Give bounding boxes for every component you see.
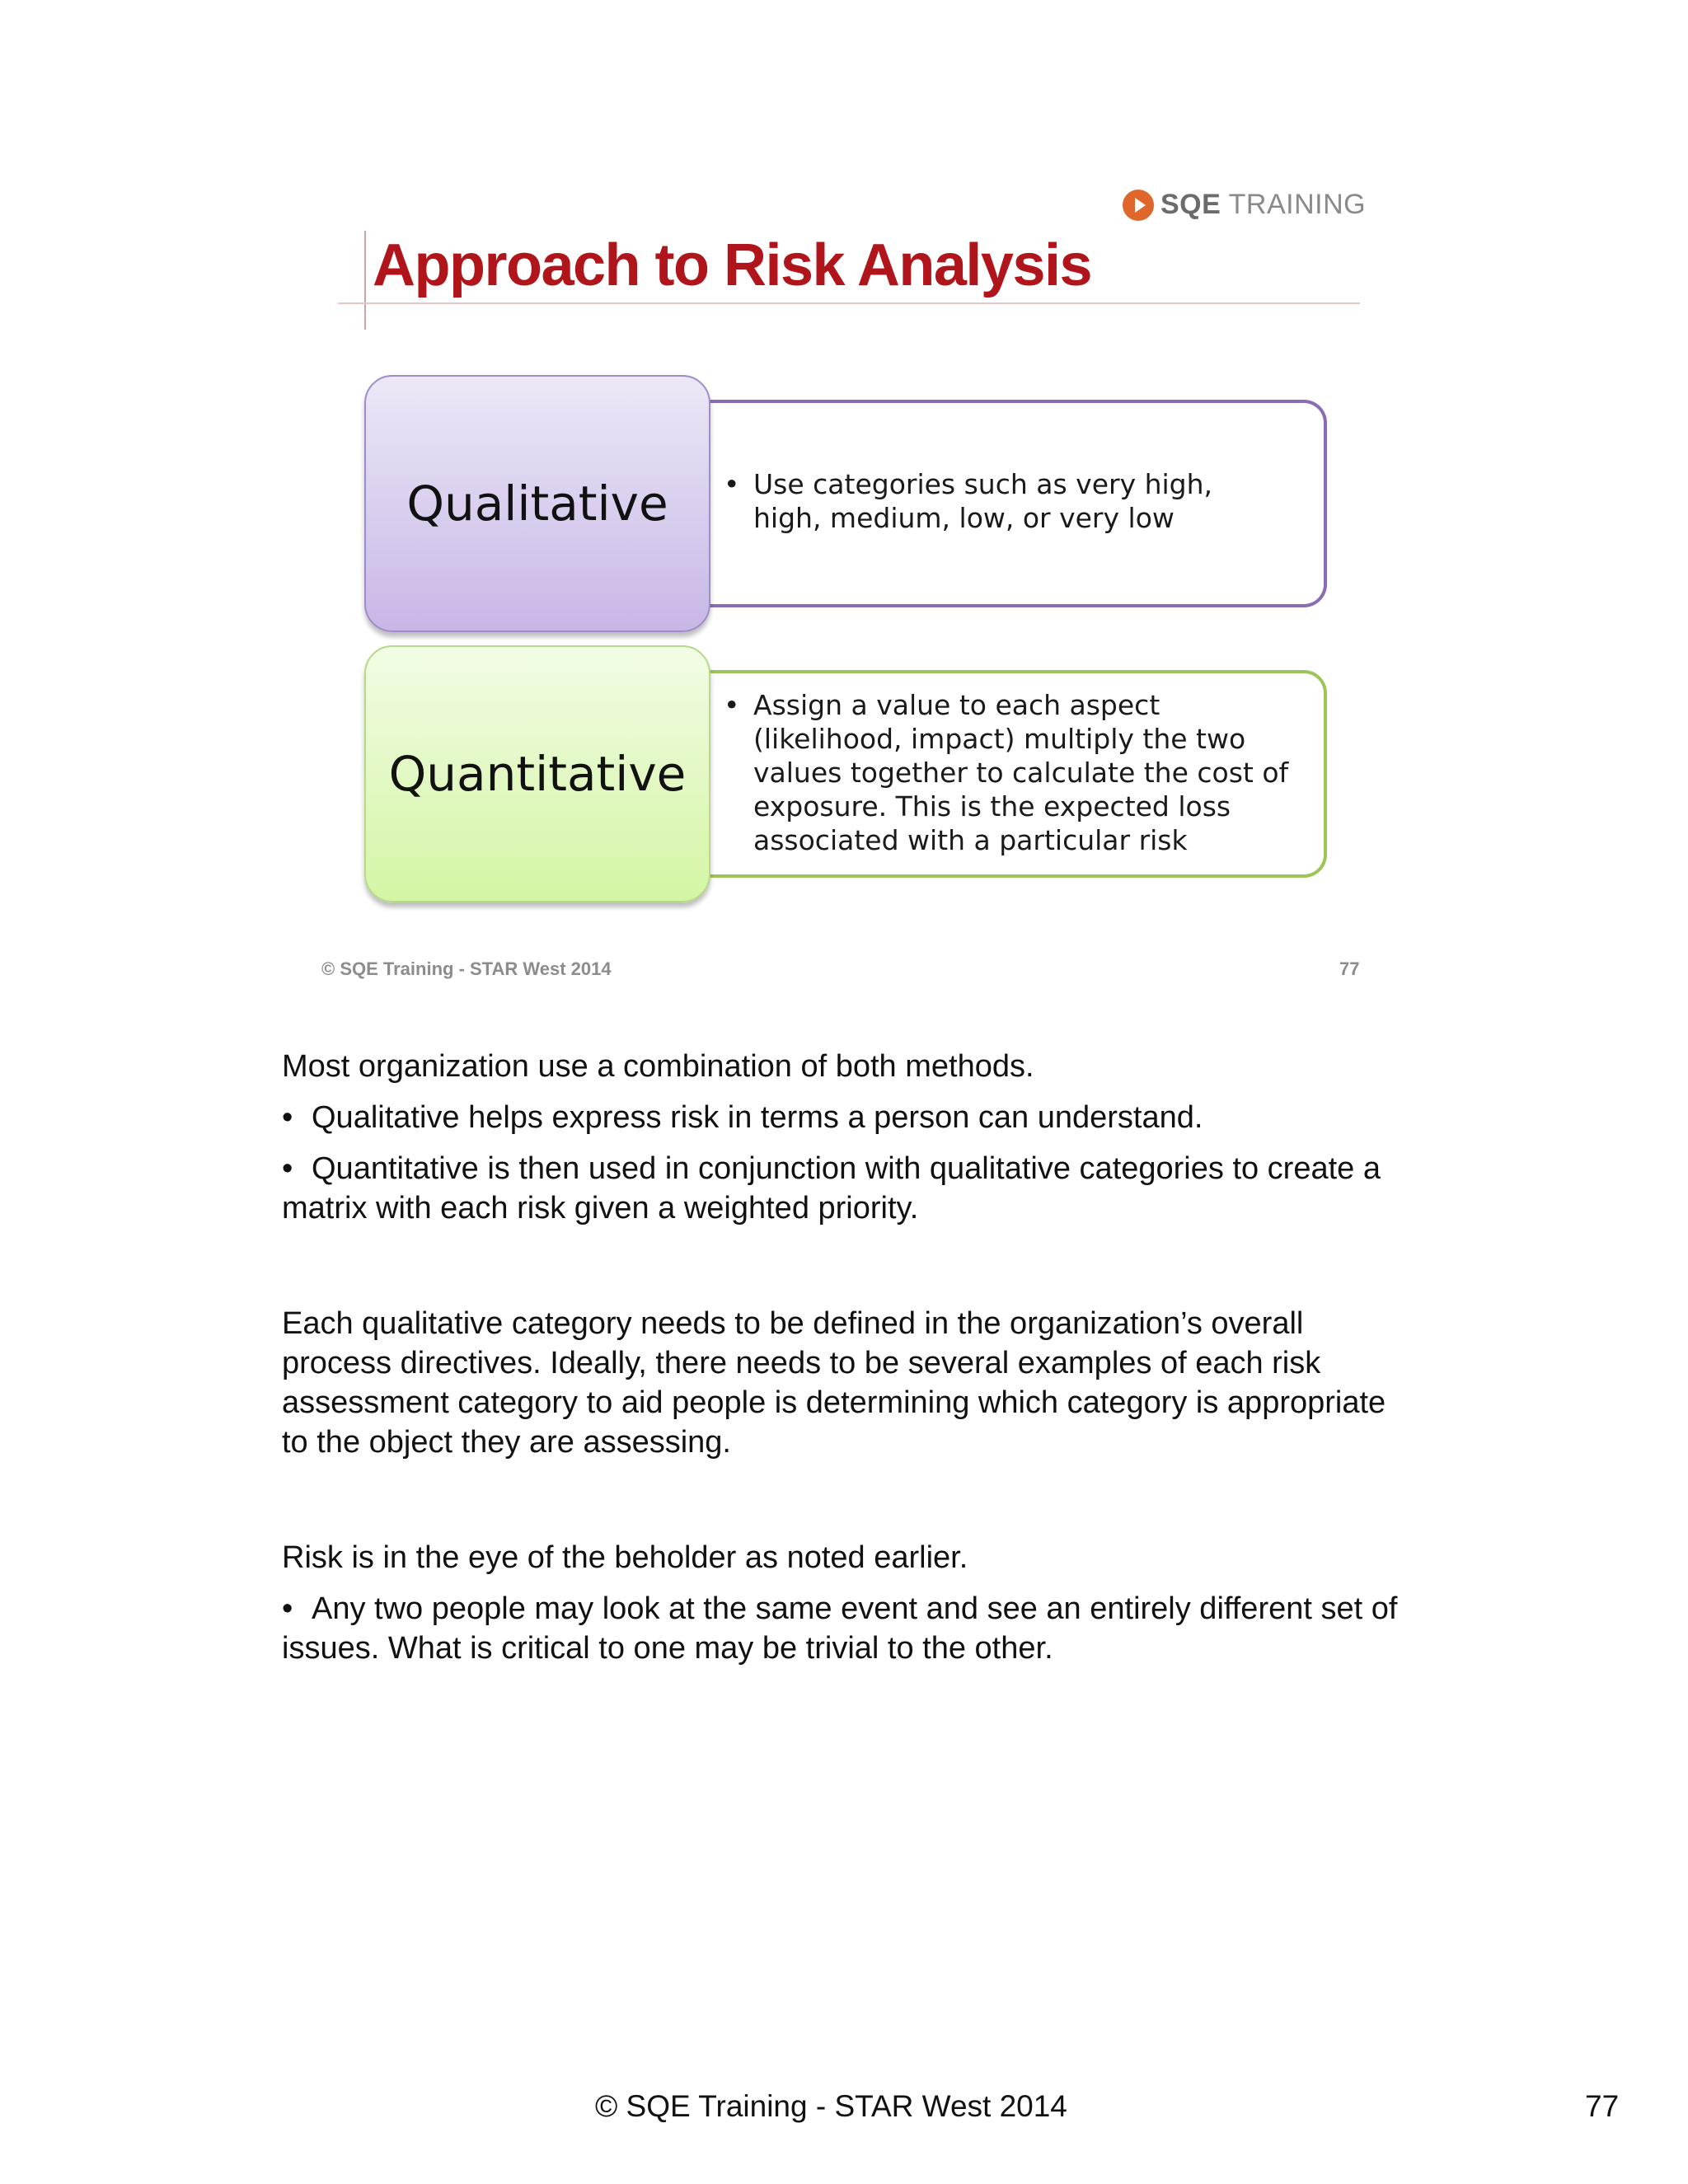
qualitative-label: Qualitative (406, 476, 668, 532)
title-rule-vertical (364, 231, 366, 330)
title-rule-horizontal (338, 302, 1360, 304)
qualitative-bullet (724, 467, 1259, 535)
bullet-glyph: • (724, 689, 740, 721)
bullet-glyph: • (724, 468, 740, 500)
notes-paragraph-3: Risk is in the eye of the beholder as noted earlier. (282, 1540, 968, 1575)
slide-thumbnail (321, 177, 1385, 1001)
quantitative-bullet-text: Assign a value to each aspect (likelihood, impact) multiply the two values together to calculate the cost of exposure. This is the expected loss associated with a particular risk (753, 689, 1289, 856)
quantitative-bullet (724, 688, 1301, 857)
logo-suffix: TRAINING (1228, 189, 1367, 220)
notes-bullet-3 (282, 1589, 1411, 1668)
slide-title: Approach to Risk Analysis (373, 232, 1092, 298)
notes-bullet-3-text: Any two people may look at the same event and see an entirely different set of issues. What is critical to one may be trivial to the other. (282, 1591, 1398, 1666)
slide-page-number: 77 (1339, 958, 1360, 979)
qualitative-bullet-text: Use categories such as very high, high, medium, low, or very low (753, 468, 1213, 534)
speaker-notes (282, 1047, 1411, 1668)
slide-footer-copyright: © SQE Training - STAR West 2014 (321, 958, 612, 979)
bullet-glyph: • (282, 1100, 293, 1135)
quantitative-label: Quantitative (388, 746, 687, 802)
page-footer-copyright: © SQE Training - STAR West 2014 (595, 2089, 1067, 2123)
play-icon (1123, 190, 1154, 221)
bullet-glyph: • (282, 1591, 293, 1626)
bullet-glyph: • (282, 1151, 293, 1186)
qualitative-box (364, 375, 710, 632)
notes-bullet-1 (282, 1098, 1411, 1137)
notes-paragraph-1: Most organization use a combination of both methods. (282, 1049, 1034, 1084)
notes-bullet-1-text: Qualitative helps express risk in terms a person can understand. (312, 1100, 1203, 1135)
quantitative-box (364, 645, 710, 902)
notes-bullet-2-text: Quantitative is then used in conjunction with qualitative categories to create a matrix with each risk given a weighted priority. (282, 1151, 1381, 1226)
logo-brand: SQE (1160, 189, 1221, 220)
sqe-training-logo (1123, 189, 1366, 221)
notes-bullet-2 (282, 1149, 1411, 1228)
page-number: 77 (1585, 2089, 1620, 2123)
notes-paragraph-2: Each qualitative category needs to be defined in the organization’s overall process directives. Ideally, there needs to be several examples of each risk assessment category to aid people is determining which category is appropriate to the object they are assessing. (282, 1306, 1386, 1460)
